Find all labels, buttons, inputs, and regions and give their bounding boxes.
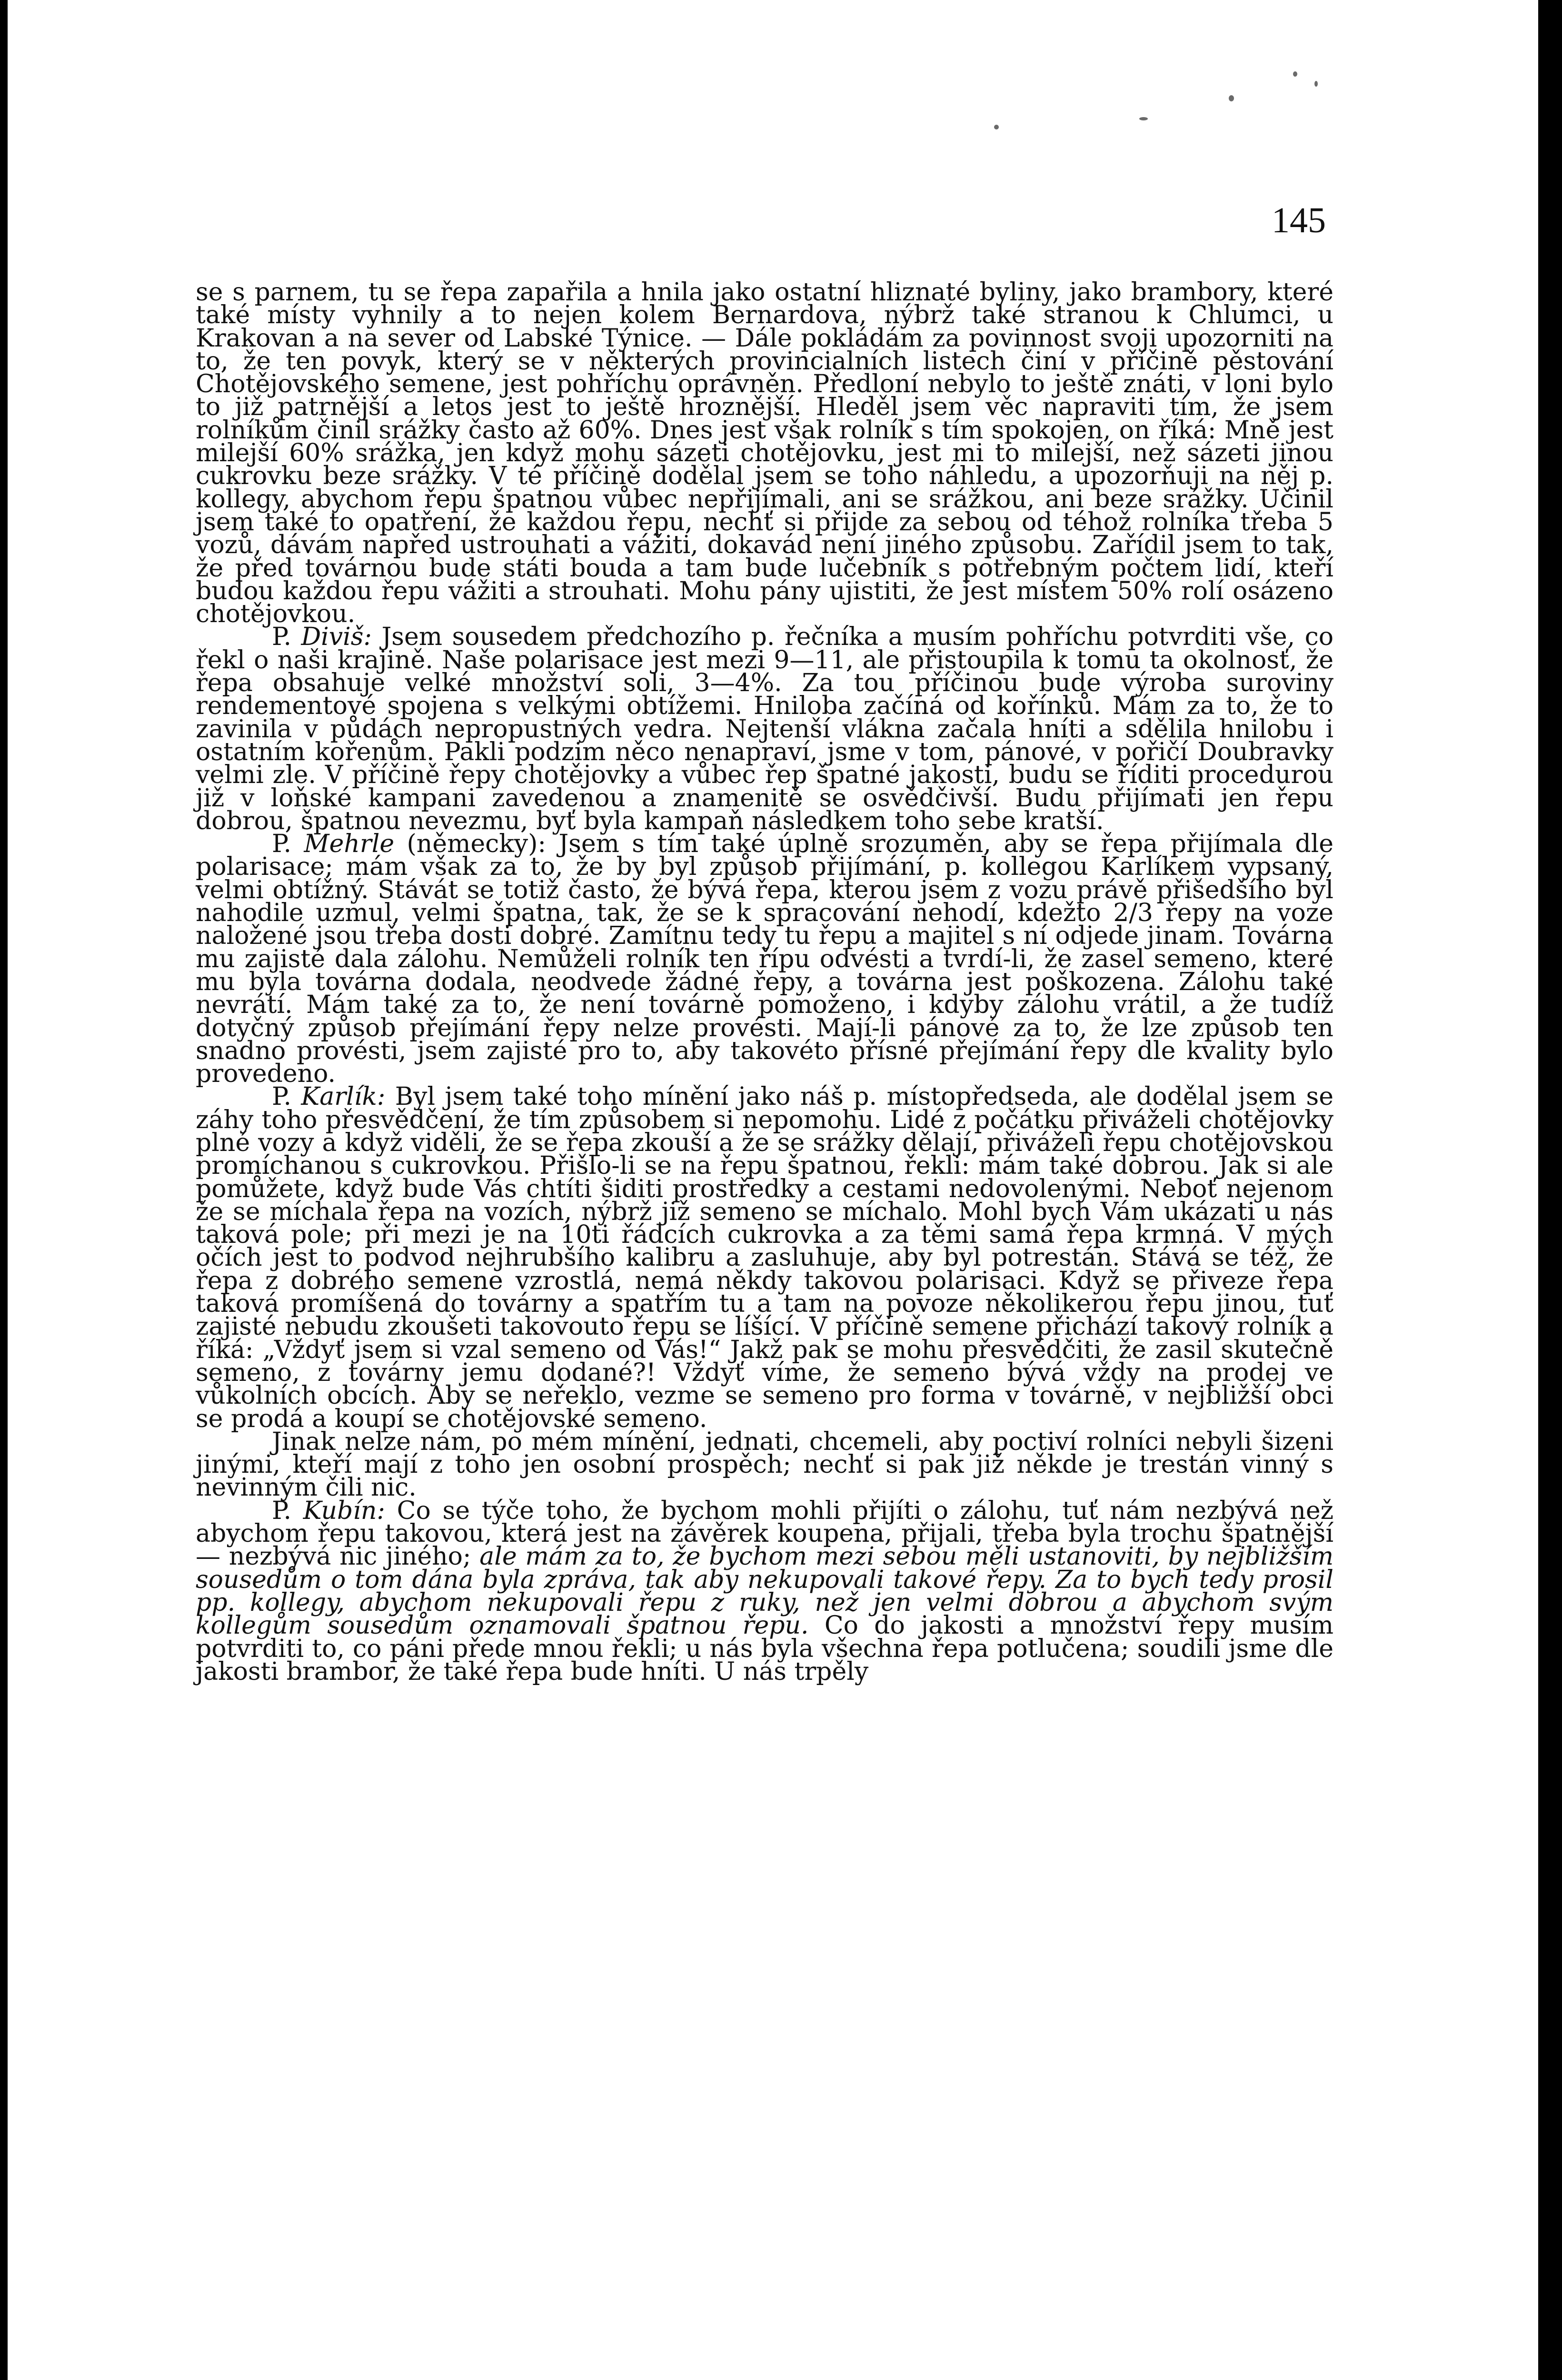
scan-speck xyxy=(1139,117,1148,120)
paragraph xyxy=(196,278,1333,629)
paragraph-text: Jsem sousedem předchozího p. řečníka a musím pohříchu potvrditi vše, co řekl o naši krajině. Naše polarisace jest mezi 9—11, ale přistoupila k tomu ta okolnosť, že řepa obsahuje velké množství soli, 3—4%. Za tou příčinou bude výroba suroviny rendementové spojena s velkými obtížemi. Hniloba začíná od kořínků. Mám za to, že to zavinila v půdách nepropustných vedra. Nejtenší vlákna začala hníti a sdělila hnilobu i ostatním kořenům. Pakli podzim něco nenapraví, jsme v tom, pánové, v pořičí Doubravky velmi zle. V příčině řepy chotějovky a vůbec řep špatné jakosti, budu se říditi procedurou již v loňské kampani zavedenou a znamenitě se osvědčivší. Budu přijímati jen řepu dobrou, špatnou nevezmu, byť byla kampaň následkem toho sebe kratší. xyxy=(196,623,1334,835)
paragraph-text: Jinak nelze nám, po mém mínění, jednati, chcemeli, aby poctiví rolníci nebyli šizeni jinými, kteří mají z toho jen osobní prospěch; nechť si pak již někde je trestán vinný s nevinným čili nic. xyxy=(196,1427,1333,1502)
scan-speck xyxy=(1293,71,1297,77)
paragraph: P. Karlík: Byl jsem také toho mínění jako náš p. místopředseda, ale dodělal jsem se záhy toho přesvědčení, že tím způsobem si nepomohu. Lidé z počátku přiváželi chotějovky plné vozy a když viděli, že se řepa zkouší a že se srážky dělají, přiváželi řepu chotějovskou promíchanou s cukrovkou. Přišlo-li se na řepu špatnou, řekli: mám také dobrou. Jak si ale pomůžete, když bude Vás chtíti šiditi prostředky a cestami nedovolenými. Neboť nejenom že se míchala řepa na vozích, nýbrž již semeno se míchalo. Mohl bych Vám ukázati u nás taková pole; při mezi je na 10ti řádcích cukrovka a za těmi samá řepa krmná. V mých očích jest to podvod nejhrubšího kalibru a zasluhuje, aby byl potrestán. Stává se též, že řepa z dobrého semene vzrostlá, nemá někdy takovou polarisaci. Když se přiveze řepa taková promíšená do továrny a spatřím tu a tam na povoze několikerou řepu jinou, tuť zajisté nebudu zkoušeti takovouto řepu se líšící. V příčině semene přichází takový rolník a říká: „Vždyť jsem si vzal semeno od Vás!“ Jakž pak se mohu přesvědčiti, že zasil skutečně semeno, z továrny jemu dodané?! Vždyť víme, že semeno bývá vždy na prodej ve vůkolních obcích. Aby se neřeklo, vezme se semeno pro forma v továrně, v nejbližší obci se prodá a koupí se chotějovské semeno. xyxy=(196,1082,1334,1433)
scan-speck xyxy=(1314,81,1318,87)
paragraph xyxy=(196,1427,1333,1502)
paragraph: P. Diviš: Jsem sousedem předchozího p. řečníka a musím pohříchu potvrditi vše, co řekl o naši krajině. Naše polarisace jest mezi 9—11, ale přistoupila k tomu ta okolnosť, že řepa obsahuje velké množství soli, 3—4%. Za tou příčinou bude výroba suroviny rendementové spojena s velkými obtížemi. Hniloba začíná od kořínků. Mám za to, že to zavinila v půdách nepropustných vedra. Nejtenší vlákna začala hníti a sdělila hnilobu i ostatním kořenům. Pakli podzim něco nenapraví, jsme v tom, pánové, v pořičí Doubravky velmi zle. V příčině řepy chotějovky a vůbec řep špatné jakosti, budu se říditi procedurou již v loňské kampani zavedenou a znamenitě se osvědčivší. Budu přijímati jen řepu dobrou, špatnou nevezmu, byť byla kampaň následkem toho sebe kratší. xyxy=(196,623,1334,835)
paragraph-text: Co se týče toho, že bychom mohli přijíti o zálohu, tuť nám nezbývá než abychom řepu takovou, která jest na závěrek koupena, přijali, třeba byla trochu špatnější — nezbývá nic jiného; xyxy=(196,1496,1334,1571)
paragraph-text: Co do jakosti a množství řepy musím potvrditi to, co páni přede mnou řekli; u nás byla všechna řepa potlučena; soudili jsme dle jakosti brambor, že také řepa bude hníti. U nás trpěly xyxy=(196,1611,1333,1686)
scanned-page xyxy=(8,0,1538,2380)
page-number: 145 xyxy=(1272,200,1326,240)
paragraph-text: (německy): Jsem s tím také úplně srozuměn, aby se řepa přijímala dle polarisace; mám však za to, že by byl způsob přijímání, p. kollegou Karlíkem vypsaný, velmi obtížný. Stávát se totiž často, že bývá řepa, kterou jsem z vozu právě přišedšího byl nahodile uzmul, velmi špatna, tak, že se k spracování nehodí, kdežto 2/3 řepy na voze naložené jsou třeba dosti dobré. Zamítnu tedy tu řepu a majitel s ní odjede jinam. Továrna mu zajisté dala zálohu. Nemůželi rolník ten řípu odvésti a tvrdí-li, že zasel semeno, které mu byla továrna dodala, neodvede žádné řepy, a továrna jest poškozena. Zálohu také nevrátí. Mám také za to, že není továrně pomoženo, i kdyby zálohu vrátil, a že tudíž dotyčný způsob přejímání řepy nelze provésti. Mají-li pánové za to, že lze způsob ten snadno provésti, jsem zajisté pro to, aby takovéto přísné přejímání řepy dle kvality bylo provedeno. xyxy=(196,830,1334,1089)
scan-speck xyxy=(994,125,999,129)
scan-speck xyxy=(1229,95,1234,101)
paragraph: P. Kubín: Co se týče toho, že bychom mohli přijíti o zálohu, tuť nám nezbývá než abychom řepu takovou, která jest na závěrek koupena, přijali, třeba byla trochu špatnější — nezbývá nic jiného; ale mám za to, že bychom mezi sebou měli ustanoviti, by nejbližším sousedům o tom dána byla zpráva, tak aby nekupovali takové řepy. Za to bych tedy prosil pp. kollegy, abychom nekupovali řepu z ruky, než jen velmi dobrou a abychom svým kollegům sousedům oznamovali špatnou řepu. Co do jakosti a množství řepy musím potvrditi to, co páni přede mnou řekli; u nás byla všechna řepa potlučena; soudili jsme dle jakosti brambor, že také řepa bude hníti. U nás trpěly xyxy=(196,1496,1334,1686)
speaker-name: Diviš: xyxy=(301,623,372,652)
speaker-name: Mehrle xyxy=(304,830,395,859)
paragraph-text: se s parnem, tu se řepa zapařila a hnila jako ostatní hliznaté byliny, jako brambory, které také místy vyhnily a to nejen kolem Bernardova, nýbrž také stranou k Chlumci, u Krakovan a na sever od Labské Týnice. — Dále pokládám za povinnost svoji upozorniti na to, že ten povyk, který se v některých provincialních listech činí v příčině pěstování Chotějovského semene, jest pohříchu oprávněn. Předloní nebylo to ještě znáti, v loni bylo to již patrnější a letos jest to ještě hroznější. Hleděl jsem věc napraviti tím, že jsem rolníkům činil srážky často až 60%. Dnes jest však rolník s tím spokojen, on říká: Mně jest milejší 60% srážka, jen když mohu sázeti chotějovku, jest mi to milejší, než sázeti jinou cukrovku beze srážky. V té příčině dodělal jsem se toho náhledu, a upozorňuji na něj p. kollegy, abychom řepu špatnou vůbec nepřijímali, ani se srážkou, ani beze srážky. Učinil jsem také to opatření, že každou řepu, nechť si přijde za sebou od téhož rolníka třeba 5 vozů, dávám napřed ustrouhati a vážiti, dokavád není jiného způsobu. Zařídil jsem to tak, že před továrnou bude státi bouda a tam bude lučebník s potřebným počtem lidí, kteří budou každou řepu vážiti a strouhati. Mohu pány ujistiti, že jest místem 50% rolí osázeno chotějovkou. xyxy=(196,278,1333,629)
paragraph-text: Byl jsem také toho mínění jako náš p. místopředseda, ale dodělal jsem se záhy toho přesvědčení, že tím způsobem si nepomohu. Lidé z počátku přiváželi chotějovky plné vozy a když viděli, že se řepa zkouší a že se srážky dělají, přiváželi řepu chotějovskou promíchanou s cukrovkou. Přišlo-li se na řepu špatnou, řekli: mám také dobrou. Jak si ale pomůžete, když bude Vás chtíti šiditi prostředky a cestami nedovolenými. Neboť nejenom že se míchala řepa na vozích, nýbrž již semeno se míchalo. Mohl bych Vám ukázati u nás taková pole; při mezi je na 10ti řádcích cukrovka a za těmi samá řepa krmná. V mých očích jest to podvod nejhrubšího kalibru a zasluhuje, aby byl potrestán. Stává se též, že řepa z dobrého semene vzrostlá, nemá někdy takovou polarisaci. Když se přiveze řepa taková promíšená do továrny a spatřím tu a tam na povoze několikerou řepu jinou, tuť zajisté nebudu zkoušeti takovouto řepu se líšící. V příčině semene přichází takový rolník a říká: „Vždyť jsem si vzal semeno od Vás!“ Jakž pak se mohu přesvědčiti, že zasil skutečně semeno, z továrny jemu dodané?! Vždyť víme, že semeno bývá vždy na prodej ve vůkolních obcích. Aby se neřeklo, vezme se semeno pro forma v továrně, v nejbližší obci se prodá a koupí se chotějovské semeno. xyxy=(196,1082,1334,1433)
speaker-name: Karlík: xyxy=(301,1082,386,1111)
body-text xyxy=(196,278,1334,1686)
speaker-name: Kubín: xyxy=(303,1496,385,1525)
italic-proposal: ale mám za to, že bychom mezi sebou měli ustanoviti, by nejbližším sousedům o tom dána byla zpráva, tak aby nekupovali takové řepy. Za to bych tedy prosil pp. kollegy, abychom nekupovali řepu z ruky, než jen velmi dobrou a abychom svým kollegům sousedům oznamovali špatnou řepu. xyxy=(196,1542,1334,1640)
paragraph: P. Mehrle (německy): Jsem s tím také úplně srozuměn, aby se řepa přijímala dle polarisace; mám však za to, že by byl způsob přijímání, p. kollegou Karlíkem vypsaný, velmi obtížný. Stávát se totiž často, že bývá řepa, kterou jsem z vozu právě přišedšího byl nahodile uzmul, velmi špatna, tak, že se k spracování nehodí, kdežto 2/3 řepy na voze naložené jsou třeba dosti dobré. Zamítnu tedy tu řepu a majitel s ní odjede jinam. Továrna mu zajisté dala zálohu. Nemůželi rolník ten řípu odvésti a tvrdí-li, že zasel semeno, které mu byla továrna dodala, neodvede žádné řepy, a továrna jest poškozena. Zálohu také nevrátí. Mám také za to, že není továrně pomoženo, i kdyby zálohu vrátil, a že tudíž dotyčný způsob přejímání řepy nelze provésti. Mají-li pánové za to, že lze způsob ten snadno provésti, jsem zajisté pro to, aby takovéto přísné přejímání řepy dle kvality bylo provedeno. xyxy=(196,830,1334,1089)
